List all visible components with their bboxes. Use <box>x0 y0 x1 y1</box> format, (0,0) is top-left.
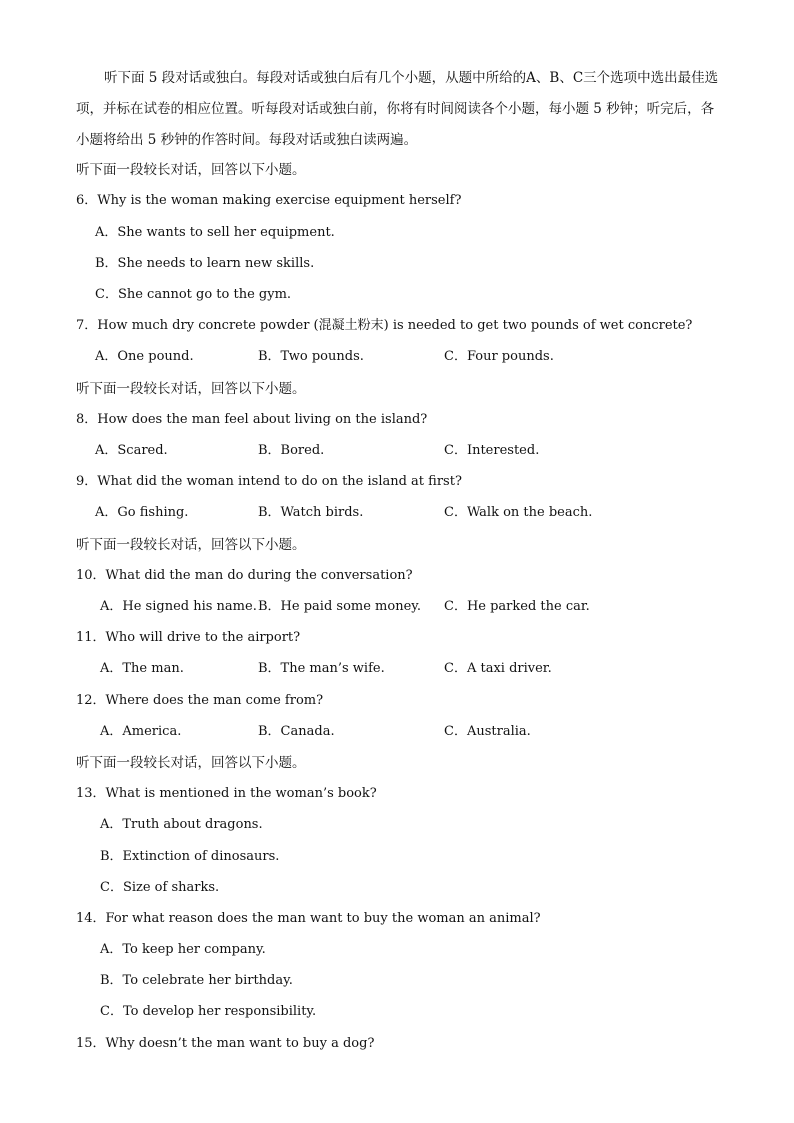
question-6: 6．Why is the woman making exercise equipment herself? <box>76 193 462 208</box>
question-13-option-a[interactable]: A．Truth about dragons. <box>100 817 263 832</box>
section-heading-3: 听下面一段较长对话，回答以下小题。 <box>76 537 306 553</box>
question-15: 15．Why doesn’t the man want to buy a dog? <box>76 1036 375 1051</box>
question-14-option-a[interactable]: A．To keep her company. <box>100 942 266 957</box>
question-14: 14．For what reason does the man want to buy the woman an animal? <box>76 911 541 926</box>
question-8-option-c[interactable]: C．Interested. <box>444 443 540 458</box>
section-heading-1: 听下面一段较长对话，回答以下小题。 <box>76 162 306 178</box>
question-10-option-a[interactable]: A．He signed his name. <box>100 599 257 614</box>
question-10-option-c[interactable]: C．He parked the car. <box>444 599 590 614</box>
question-12: 12．Where does the man come from? <box>76 693 324 708</box>
question-6-option-b[interactable]: B．She needs to learn new skills. <box>95 256 315 271</box>
question-13-option-c[interactable]: C．Size of sharks. <box>100 880 220 895</box>
question-7-option-b[interactable]: B．Two pounds. <box>258 349 364 364</box>
question-11-option-a[interactable]: A．The man. <box>100 661 184 676</box>
question-13: 13．What is mentioned in the woman’s book? <box>76 786 377 801</box>
question-9: 9．What did the woman intend to do on the island at first? <box>76 474 462 489</box>
question-8-option-b[interactable]: B．Bored. <box>258 443 325 458</box>
section-heading-4: 听下面一段较长对话，回答以下小题。 <box>76 755 306 771</box>
question-11: 11．Who will drive to the airport? <box>76 630 301 645</box>
question-7-option-a[interactable]: A．One pound. <box>95 349 194 364</box>
question-14-option-b[interactable]: B．To celebrate her birthday. <box>100 973 293 988</box>
question-11-option-c[interactable]: C．A taxi driver. <box>444 661 552 676</box>
question-12-option-c[interactable]: C．Australia. <box>444 724 531 739</box>
question-6-option-a[interactable]: A．She wants to sell her equipment. <box>95 225 335 240</box>
instructions-paragraph: 听下面 5 段对话或独白。每段对话或独白后有几个小题，从题中所给的A、B、C三个选项中选出最佳选项，并标在试卷的相应位置。听每段对话或独白前，你将有时间阅读各个小题，每小题 5 秒钟；听完后，各小题将给出 5 秒钟的作答时间。每段对话或独白读两遍。 <box>76 70 719 148</box>
question-12-option-b[interactable]: B．Canada. <box>258 724 335 739</box>
question-13-option-b[interactable]: B．Extinction of dinosaurs. <box>100 849 280 864</box>
question-9-option-b[interactable]: B．Watch birds. <box>258 505 364 520</box>
question-7-option-c[interactable]: C．Four pounds. <box>444 349 554 364</box>
question-8: 8．How does the man feel about living on the island? <box>76 412 428 427</box>
question-7: 7．How much dry concrete powder (混凝土粉末) is needed to get two pounds of wet concrete? <box>76 318 693 333</box>
question-9-option-a[interactable]: A．Go fishing. <box>95 505 189 520</box>
question-10-option-b[interactable]: B．He paid some money. <box>258 599 422 614</box>
question-14-option-c[interactable]: C．To develop her responsibility. <box>100 1004 317 1019</box>
question-8-option-a[interactable]: A．Scared. <box>95 443 168 458</box>
question-10: 10．What did the man do during the conversation? <box>76 568 413 583</box>
question-9-option-c[interactable]: C．Walk on the beach. <box>444 505 593 520</box>
section-heading-2: 听下面一段较长对话，回答以下小题。 <box>76 381 306 397</box>
question-6-option-c[interactable]: C．She cannot go to the gym. <box>95 287 292 302</box>
question-12-option-a[interactable]: A．America. <box>100 724 182 739</box>
question-11-option-b[interactable]: B．The man’s wife. <box>258 661 385 676</box>
